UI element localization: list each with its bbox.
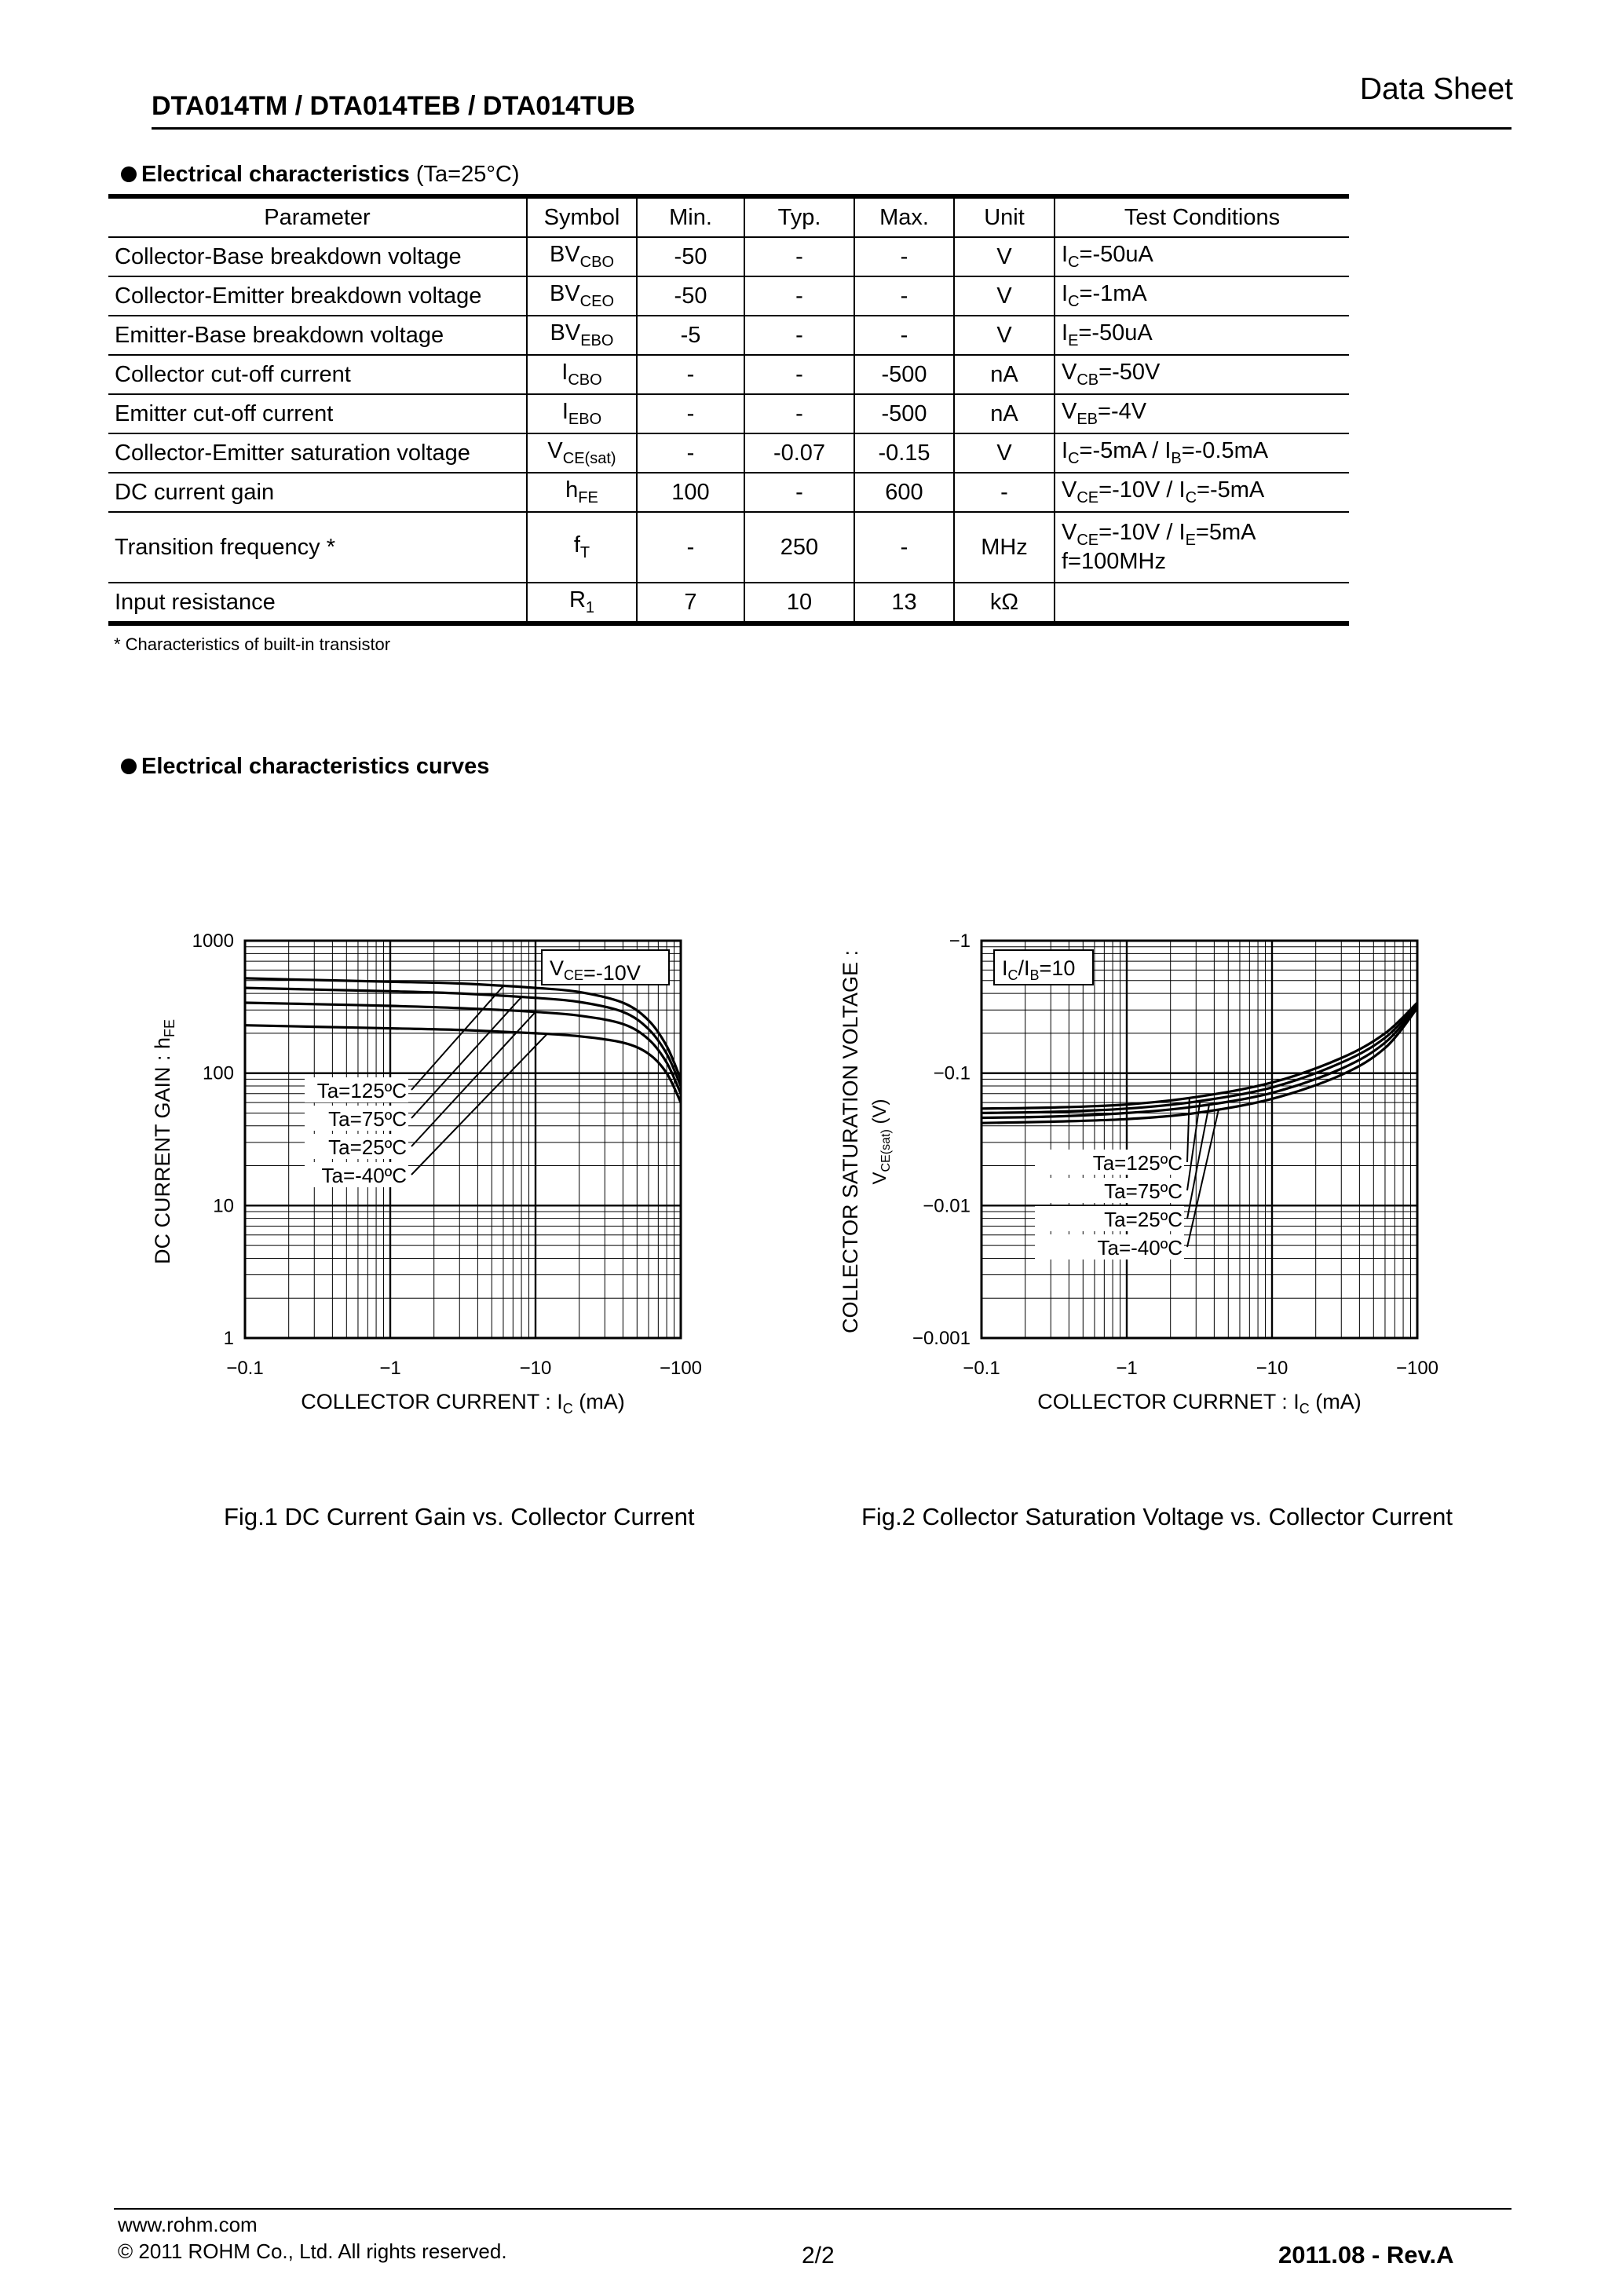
table-row (108, 473, 1349, 512)
unit-cell: V (954, 433, 1055, 473)
condition-line (1062, 320, 1343, 350)
chart-grid (981, 941, 1417, 1338)
legend-leader (411, 1034, 547, 1175)
condition-sub: C (1185, 488, 1197, 506)
unit-cell: kΩ (954, 583, 1055, 623)
legend-label: Ta=125ºC (316, 1079, 407, 1102)
y-tick-label: 1000 (192, 930, 234, 952)
y-tick-label: 10 (213, 1195, 234, 1217)
y-tick-label: −0.1 (933, 1062, 971, 1084)
unit-cell: V (954, 237, 1055, 276)
max-cell: - (854, 512, 954, 583)
table-header-row (108, 196, 1349, 237)
condition-line-2: f=100MHz (1062, 549, 1166, 575)
legend-label: Ta=125ºC (1092, 1151, 1183, 1175)
x-axis-label (301, 1390, 625, 1417)
series-line (981, 1003, 1417, 1109)
unit-cell: MHz (954, 512, 1055, 583)
condition-symbol: V (1062, 519, 1077, 545)
x-axis-label-sub: C (1299, 1401, 1310, 1417)
min-cell: - (637, 394, 744, 433)
condition-sub: C (1068, 292, 1080, 310)
max-cell: -0.15 (854, 433, 954, 473)
condition-part: I (1002, 956, 1008, 980)
condition-symbol: I (1062, 281, 1069, 307)
table-row (108, 355, 1349, 394)
condition-symbol: V (1062, 399, 1077, 425)
condition-part: CE (564, 967, 584, 983)
y-tick-label: 1 (223, 1328, 234, 1349)
condition-value: =-10V / (1098, 477, 1179, 503)
condition-line (1062, 281, 1343, 311)
max-cell: -500 (854, 355, 954, 394)
max-cell: 600 (854, 473, 954, 512)
condition-part: V (550, 956, 565, 980)
unit-cell: nA (954, 355, 1055, 394)
table-row (108, 433, 1349, 473)
x-tick-label: −1 (1116, 1358, 1138, 1379)
typ-cell: - (744, 394, 854, 433)
min-cell: -50 (637, 237, 744, 276)
y-axis-label (151, 1019, 177, 1264)
x-axis-label-text: COLLECTOR CURRENT : I (301, 1390, 563, 1413)
y-axis-label-2 (869, 1099, 893, 1185)
x-axis-label-text: COLLECTOR CURRNET : I (1037, 1390, 1299, 1413)
condition-sub: CE (1077, 488, 1099, 506)
symbol-sub: 1 (585, 598, 595, 616)
param-cell: Transition frequency * (108, 512, 527, 583)
legend-label: Ta=75ºC (328, 1107, 407, 1131)
table-row (108, 237, 1349, 276)
condition-sub: CE (1077, 531, 1099, 549)
condition-label (550, 956, 641, 985)
x-tick-label: −100 (659, 1358, 703, 1379)
condition-symbol: I (1179, 477, 1186, 503)
y-tick-label: 100 (202, 1062, 234, 1084)
condition-sub: C (1068, 253, 1080, 271)
symbol-text: BV (550, 320, 581, 346)
condition-sub: EB (1077, 410, 1098, 428)
symbol-sub: CEO (579, 292, 615, 310)
symbol-sub: CBO (579, 253, 615, 271)
x-tick-label: −10 (519, 1358, 552, 1379)
typ-cell: - (744, 237, 854, 276)
condition-value: =-0.5mA (1181, 438, 1269, 464)
condition-line (1062, 438, 1343, 468)
column-header: Unit (954, 196, 1055, 237)
condition-symbol: I (1179, 519, 1186, 545)
unit-cell: nA (954, 394, 1055, 433)
column-header: Symbol (527, 196, 637, 237)
condition-sub: E (1185, 531, 1196, 549)
typ-cell: - (744, 276, 854, 316)
legend-label: Ta=-40ºC (321, 1164, 407, 1187)
symbol-cell (527, 473, 637, 512)
y-axis-label-2-sub: CE(sat) (879, 1129, 893, 1172)
condition-part: =10 (1039, 956, 1076, 980)
param-cell: Collector-Base breakdown voltage (108, 237, 527, 276)
symbol-text: V (547, 438, 563, 464)
min-cell: -5 (637, 316, 744, 355)
condition-symbol: I (1062, 320, 1069, 346)
condition-sub: C (1068, 449, 1080, 467)
min-cell: 100 (637, 473, 744, 512)
condition-cell (1055, 394, 1349, 433)
condition-value: =-1mA (1079, 281, 1147, 307)
param-cell: Collector-Emitter saturation voltage (108, 433, 527, 473)
condition-cell (1055, 355, 1349, 394)
symbol-cell (527, 355, 637, 394)
min-cell: - (637, 512, 744, 583)
unit-cell: - (954, 473, 1055, 512)
min-cell: - (637, 433, 744, 473)
table-note: * Characteristics of built-in transistor (114, 634, 391, 654)
condition-symbol: I (1062, 242, 1069, 268)
param-cell: Collector-Emitter breakdown voltage (108, 276, 527, 316)
unit-cell: V (954, 276, 1055, 316)
legend-label: Ta=25ºC (1104, 1208, 1183, 1231)
symbol-sub: EBO (568, 410, 602, 428)
typ-cell: - (744, 316, 854, 355)
unit-cell: V (954, 316, 1055, 355)
max-cell: - (854, 316, 954, 355)
symbol-cell (527, 316, 637, 355)
x-tick-label: −1 (379, 1358, 401, 1379)
y-axis-label-2-text: V (869, 1172, 890, 1185)
min-cell: - (637, 355, 744, 394)
symbol-cell (527, 276, 637, 316)
param-cell: Emitter-Base breakdown voltage (108, 316, 527, 355)
condition-line (1062, 477, 1343, 507)
symbol-cell (527, 583, 637, 623)
condition-sub: CB (1077, 371, 1099, 389)
x-tick-label: −10 (1256, 1358, 1289, 1379)
condition-cell (1055, 433, 1349, 473)
symbol-text: I (561, 399, 568, 425)
fig1-chart (141, 919, 707, 1437)
fig2-chart (824, 919, 1484, 1437)
max-cell: -500 (854, 394, 954, 433)
fig1-caption: Fig.1 DC Current Gain vs. Collector Current (224, 1503, 695, 1530)
condition-value: =-10V / (1098, 519, 1179, 545)
max-cell: - (854, 237, 954, 276)
table-row (108, 316, 1349, 355)
symbol-text: BV (549, 242, 580, 268)
condition-symbol: V (1062, 477, 1077, 503)
footer-url[interactable]: www.rohm.com (118, 2213, 258, 2236)
footer-page-number: 2/2 (802, 2243, 835, 2269)
symbol-cell (527, 237, 637, 276)
min-cell: -50 (637, 276, 744, 316)
symbol-cell (527, 512, 637, 583)
condition-line (1062, 242, 1343, 272)
condition-value: =-50uA (1078, 320, 1153, 346)
y-tick-label: −1 (949, 930, 971, 952)
y-axis-label-sub: FE (162, 1018, 177, 1037)
x-axis-label-sub: C (562, 1401, 573, 1417)
condition-line (1062, 399, 1343, 429)
symbol-sub: T (579, 543, 590, 561)
table-row (108, 512, 1349, 583)
header-rule (152, 127, 1512, 130)
condition-sub: B (1171, 449, 1182, 467)
electrical-heading-text: Electrical characteristics (141, 162, 410, 187)
condition-part: /I (1018, 956, 1030, 980)
column-header: Min. (637, 196, 744, 237)
column-header: Parameter (108, 196, 527, 237)
footer-copyright: © 2011 ROHM Co., Ltd. All rights reserved. (118, 2239, 507, 2263)
plot-frame (981, 941, 1417, 1338)
fig2-caption: Fig.2 Collector Saturation Voltage vs. Collector Current (861, 1503, 1453, 1530)
legend-label: Ta=25ºC (328, 1135, 407, 1159)
legend-label: Ta=75ºC (1104, 1179, 1183, 1203)
symbol-text: I (561, 360, 568, 386)
x-axis-label-unit: (mA) (1309, 1390, 1362, 1413)
max-cell: 13 (854, 583, 954, 623)
table-row (108, 583, 1349, 623)
max-cell: - (854, 276, 954, 316)
condition-part: =-10V (583, 961, 641, 985)
document-title: DTA014TM / DTA014TEB / DTA014TUB (152, 91, 635, 121)
footer-rule (114, 2208, 1512, 2210)
y-tick-label: −0.01 (923, 1195, 971, 1217)
typ-cell: -0.07 (744, 433, 854, 473)
symbol-text: BV (549, 281, 580, 307)
electrical-heading-condition: (Ta=25°C) (415, 162, 520, 187)
condition-symbol: I (1062, 438, 1069, 464)
condition-line (1062, 520, 1343, 550)
document-type: Data Sheet (1359, 72, 1513, 106)
y-axis-label-2-unit: (V) (869, 1099, 890, 1130)
curves-heading-text: Electrical characteristics curves (141, 754, 490, 779)
condition-symbol: V (1062, 360, 1077, 386)
condition-value: =-5mA / (1079, 438, 1165, 464)
condition-cell (1055, 583, 1349, 623)
param-cell: DC current gain (108, 473, 527, 512)
x-tick-label: −0.1 (226, 1358, 264, 1379)
typ-cell: - (744, 355, 854, 394)
condition-symbol: I (1164, 438, 1172, 464)
condition-value: =-50uA (1079, 242, 1153, 268)
param-cell: Emitter cut-off current (108, 394, 527, 433)
condition-part: C (1007, 967, 1018, 983)
electrical-heading (121, 162, 520, 188)
symbol-sub: CE(sat) (562, 449, 616, 467)
legend-leader (411, 986, 503, 1090)
condition-value: =-4V (1098, 399, 1147, 425)
symbol-cell (527, 394, 637, 433)
symbol-text: f (573, 532, 580, 558)
condition-value: =-5mA (1197, 477, 1265, 503)
x-axis-label-unit: (mA) (572, 1390, 625, 1413)
symbol-text: h (565, 477, 579, 503)
param-cell: Collector cut-off current (108, 355, 527, 394)
footer-revision: 2011.08 - Rev.A (1278, 2241, 1454, 2269)
condition-cell (1055, 316, 1349, 355)
electrical-characteristics-table (108, 194, 1349, 626)
y-tick-label: −0.001 (912, 1328, 971, 1349)
typ-cell: 10 (744, 583, 854, 623)
condition-line (1062, 360, 1343, 389)
y-axis-label: COLLECTOR SATURATION VOLTAGE : (839, 949, 862, 1334)
column-header: Test Conditions (1055, 196, 1349, 237)
curves-heading (121, 754, 489, 780)
condition-cell (1055, 512, 1349, 583)
symbol-cell (527, 433, 637, 473)
column-header: Max. (854, 196, 954, 237)
symbol-text: R (568, 587, 586, 613)
condition-sub: E (1068, 331, 1079, 349)
x-tick-label: −0.1 (963, 1358, 1000, 1379)
legend-leader (411, 997, 521, 1118)
y-axis-label-text: DC CURRENT GAIN : h (151, 1036, 174, 1265)
param-cell: Input resistance (108, 583, 527, 623)
series-line (245, 988, 681, 1086)
table-row (108, 276, 1349, 316)
condition-value: =-50V (1098, 360, 1161, 386)
typ-cell: 250 (744, 512, 854, 583)
table-row (108, 394, 1349, 433)
symbol-sub: EBO (580, 331, 614, 349)
bullet-icon (121, 166, 137, 182)
condition-value: =5mA (1195, 519, 1256, 545)
min-cell: 7 (637, 583, 744, 623)
symbol-sub: FE (578, 488, 598, 506)
bullet-icon (121, 759, 137, 774)
legend-label: Ta=-40ºC (1097, 1236, 1183, 1260)
condition-cell (1055, 237, 1349, 276)
condition-cell (1055, 473, 1349, 512)
condition-part: B (1029, 967, 1040, 983)
column-header: Typ. (744, 196, 854, 237)
symbol-sub: CBO (568, 371, 602, 389)
x-axis-label (1037, 1390, 1362, 1417)
typ-cell: - (744, 473, 854, 512)
condition-cell (1055, 276, 1349, 316)
x-tick-label: −100 (1395, 1358, 1439, 1379)
